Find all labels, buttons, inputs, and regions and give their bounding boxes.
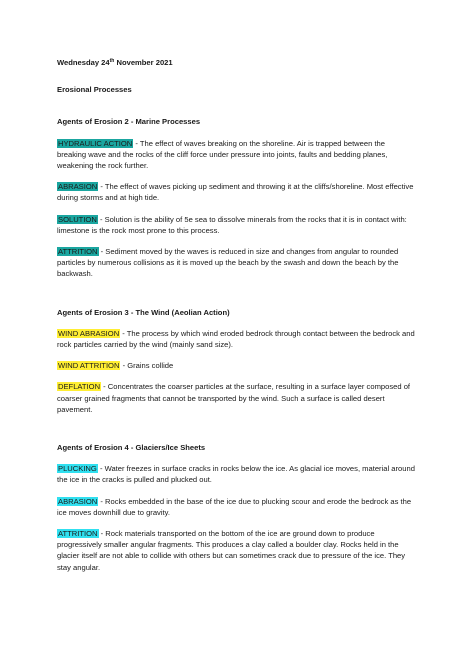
definition-text: - Solution is the ability of 5e sea to dissolve minerals from the rocks that it is in contact with: limestone is the rock most prone to this process. xyxy=(57,214,407,235)
document-date xyxy=(57,57,416,68)
definition-paragraph xyxy=(57,381,416,415)
highlighted-term: ATTRITION xyxy=(58,529,98,539)
date-ordinal-suffix: th xyxy=(109,58,115,64)
section-heading: Agents of Erosion 4 - Glaciers/Ice Sheets xyxy=(57,443,206,453)
definition-text: - Water freezes in surface cracks in rocks below the ice. As glacial ice moves, material around the ice in the cracks is pulled and plucked out. xyxy=(57,464,415,485)
definition-paragraph xyxy=(57,214,416,236)
highlighted-term: HYDRAULIC ACTION xyxy=(58,138,133,148)
definition-text: - The effect of waves picking up sediment and throwing it at the cliffs/shoreline. Most effective during storms and at high tide. xyxy=(57,182,414,203)
definition-paragraph xyxy=(57,138,416,172)
definition-paragraph xyxy=(57,181,416,203)
section-heading: Agents of Erosion 2 - Marine Processes xyxy=(57,117,201,127)
definition-text: - Rocks embedded in the base of the ice due to plucking scour and erode the bedrock as the ice moves downhill due to gravity. xyxy=(57,496,412,517)
date-day: Wednesday 24 xyxy=(57,58,110,67)
date-month-year: November 2021 xyxy=(114,58,173,67)
definition-text: - Rock materials transported on the bottom of the ice are ground down to produce progressively smaller angular fragments. This produces a clay called a boulder clay. Rocks held in the glacier itself are not able to collide with others but can sometimes crack due to pressure of the ice. They stay angular. xyxy=(57,529,406,572)
definition-paragraph xyxy=(57,528,416,573)
section-heading: Agents of Erosion 3 - The Wind (Aeolian Action) xyxy=(57,307,230,317)
highlighted-term: ABRASION xyxy=(58,182,98,192)
definition-text: - Grains collide xyxy=(120,361,174,371)
highlighted-term: ABRASION xyxy=(58,496,98,506)
highlighted-term: DEFLATION xyxy=(58,382,101,392)
definition-text: - Concentrates the coarser particles at the surface, resulting in a surface layer composed of coarser grained fragments that cannot be transported by the wind. Such a surface is called desert pavement. xyxy=(57,382,411,414)
highlighted-term: SOLUTION xyxy=(58,214,97,224)
definition-text: - The effect of waves breaking on the shoreline. Air is trapped between the breaking wave and the rocks of the cliff force under pressure into joints, faults and bedding planes, weakening the rock further. xyxy=(57,138,388,171)
highlighted-term: WIND ABRASION xyxy=(58,328,120,338)
definition-paragraph xyxy=(57,463,416,485)
highlighted-term: WIND ATTRITION xyxy=(58,361,120,371)
definition-paragraph xyxy=(57,496,416,518)
sections-container xyxy=(57,116,416,572)
highlighted-term: ATTRITION xyxy=(58,247,98,257)
definition-text: - Sediment moved by the waves is reduced in size and changes from angular to rounded particles by numerous collisions as it is moved up the beach by the swash and down the beach by the backwash. xyxy=(57,247,399,279)
definition-text: - The process by which wind eroded bedrock through contact between the bedrock and rock particles carried by the wind (mainly sand size). xyxy=(57,328,415,350)
highlighted-term: PLUCKING xyxy=(58,464,97,474)
definition-paragraph xyxy=(57,328,416,350)
definition-paragraph xyxy=(57,246,416,280)
document-title: Erosional Processes xyxy=(57,85,132,95)
definition-paragraph xyxy=(57,360,416,371)
